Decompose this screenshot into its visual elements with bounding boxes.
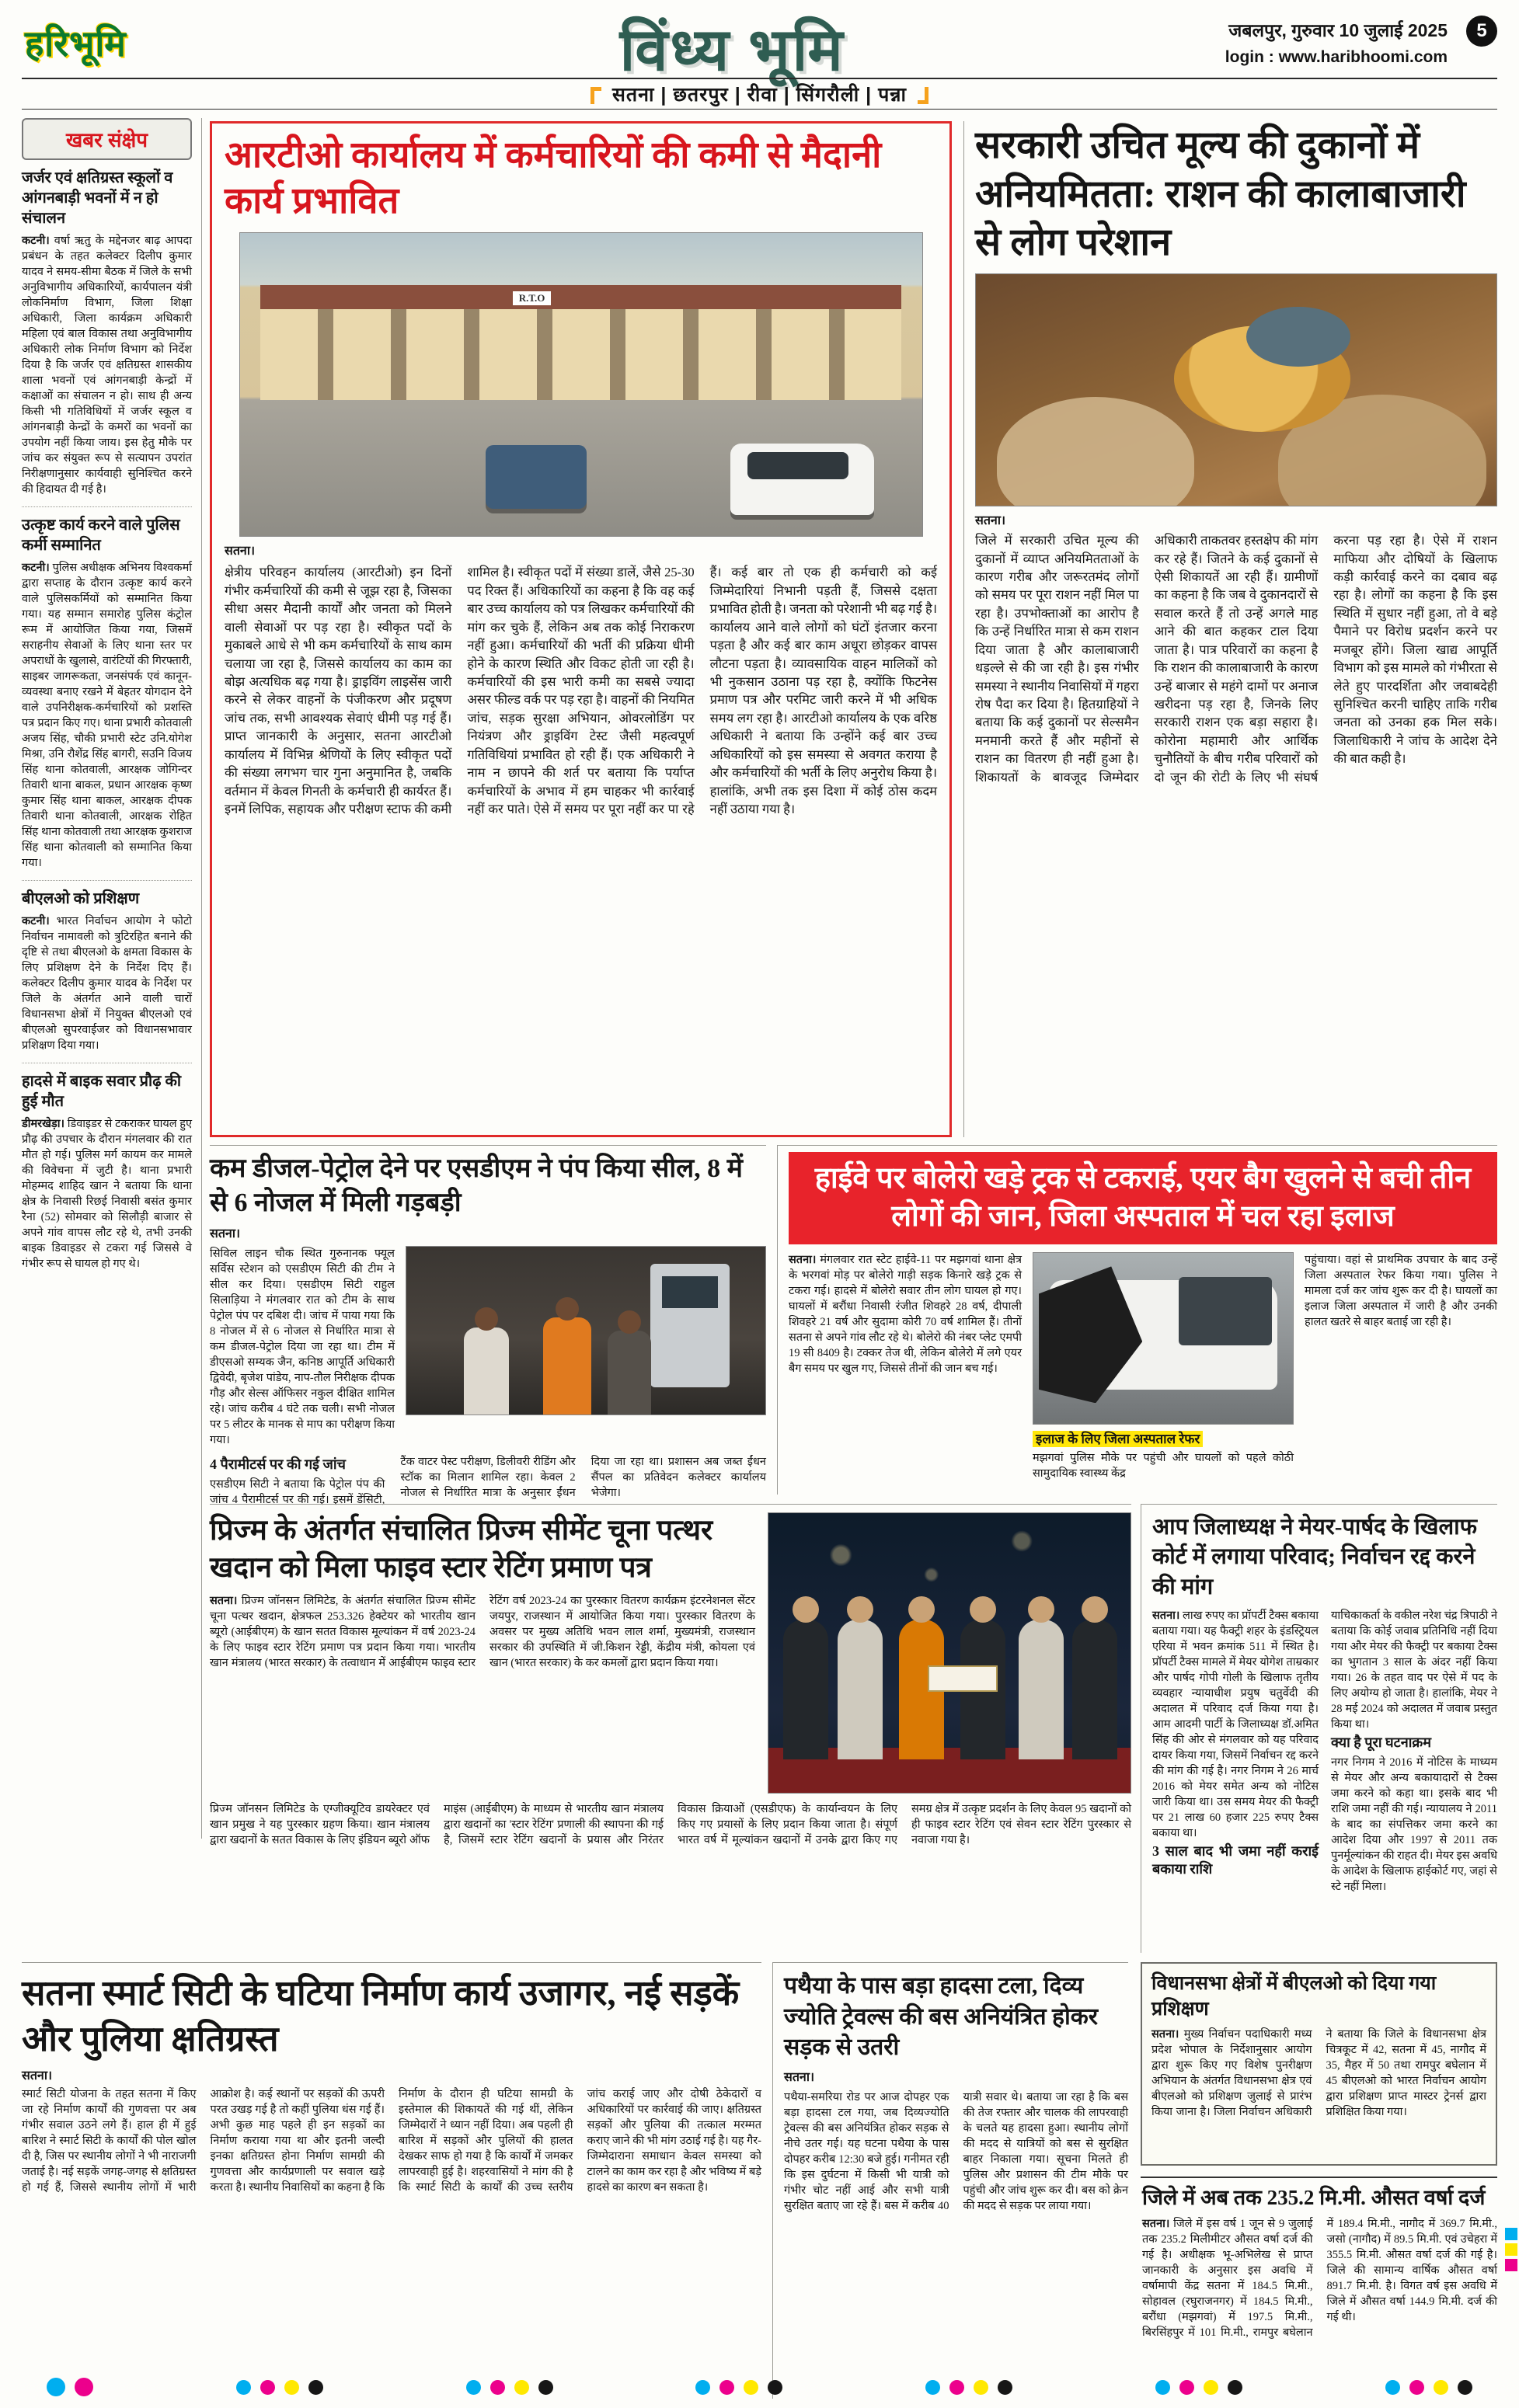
article-rainfall: [1141, 2177, 1497, 2399]
rto-sign-board: R.T.O: [513, 291, 552, 305]
registration-dot-magenta-icon: [1409, 2380, 1424, 2395]
registration-dot-black-icon: [998, 2380, 1012, 2395]
brief-headline: बीएलओ को प्रशिक्षण: [22, 890, 140, 907]
building-roof: [260, 285, 901, 309]
certificate-shape: [928, 1665, 998, 1692]
article-headline: विधानसभा क्षेत्रों में बीएलओ को दिया गया प्रशिक्षण: [1151, 1973, 1437, 2020]
article-headline: सरकारी उचित मूल्य की दुकानों में अनियमितता: राशन की कालाबाजारी से लोग परेशान: [975, 124, 1466, 264]
sub-body: नगर निगम ने 2016 में नोटिस के माध्यम से मेयर और अन्य बकायादारों से टैक्स जमा करने को कहा था। इसके बाद भी राशि जमा नहीं की गई। न्यायालय ने 2011 के बाद का संपत्तिकर जमा करने का आदेश दिया और 1997 से 2011 तक पुनर्मूल्यांकन की राहत दी। मेयर इस अवधि के आदेश के खिलाफ हाईकोर्ट गए, जहां से स्टे नहीं मिला।: [1331, 1756, 1497, 1894]
article-blo-training: [1141, 1962, 1497, 2166]
registration-dot-yellow-icon: [284, 2380, 299, 2395]
header-right: [1225, 17, 1448, 67]
rto-building-photo: [239, 232, 923, 537]
article-petrol-pump: [210, 1145, 766, 1507]
article-bolero-crash: [777, 1145, 1497, 1495]
article-dateline: सतना।: [1142, 2218, 1170, 2231]
registration-dot-yellow-icon: [514, 2380, 529, 2395]
vehicle-window-shape: [1179, 1277, 1272, 1345]
bracket-left-icon: [591, 87, 601, 104]
article-rto: [210, 121, 952, 1137]
registration-dot-magenta-icon: [719, 2380, 734, 2395]
article-headline: पथैया के पास बड़ा हादसा टला, दिव्य ज्योति ट्रेवल्स की बस अनियंत्रित होकर सड़क से उतरी: [784, 1973, 1099, 2061]
page-content: [22, 118, 1497, 2371]
swatch-magenta-icon: [1505, 2259, 1517, 2271]
article-headline: आरटीओ कार्यालय में कर्मचारियों की कमी से मैदानी कार्य प्रभावित: [225, 135, 882, 222]
registration-dot-magenta-icon: [75, 2378, 93, 2396]
article-dateline: सतना।: [1151, 2028, 1179, 2041]
masthead-header: [22, 8, 1497, 83]
registration-dot-cyan-icon: [1385, 2380, 1400, 2395]
article-dateline: सतना।: [210, 1595, 238, 1608]
sub-headline: 3 साल बाद भी जमा नहीं कराई बकाया राशि: [1152, 1843, 1319, 1877]
red-banner-headline: हाईवे पर बोलेरो खड़े ट्रक से टकराई, एयर बैग खुलने से बची तीन लोगों की जान, जिला अस्पताल में चल रहा इलाज: [789, 1152, 1497, 1244]
article-court-case: [1141, 1504, 1497, 1953]
registration-group: [925, 2380, 1012, 2395]
sub-headline: 4 पैरामीटर्स पर की गई जांच: [210, 1456, 346, 1473]
brief-headline: जर्जर एवं क्षतिग्रस्त स्कूलों व आंगनबाड़ी भवनों में न हो संचालन: [22, 169, 173, 227]
tractor-shape: [486, 445, 587, 509]
brief-item: [22, 168, 192, 507]
article-headline: प्रिज्म के अंतर्गत संचालित प्रिज्म सीमेंट चूना पत्थर खदान को मिला फाइव स्टार रेटिंग प्रमाण पत्र: [210, 1515, 713, 1585]
article-body-continued: प्रिज्म जॉनसन लिमिटेड के एग्जीक्यूटिव डायरेक्टर एवं खान प्रमुख ने यह पुरस्कार ग्रहण किया। खान मंत्रालय द्वारा खदानों के सतत विकास के लिए इंडियन ब्यूरो ऑफ माइंस (आईबीएम) के माध्यम से भारतीय खान मंत्रालय द्वारा खदानों का 'स्टार रेटिंग' प्रणाली की स्थापना की गई है, जिसमें स्टार रेटिंग खदानों के प्रयास और निरंतर विकास क्रियाओं (एसडीएफ) के कार्यान्वयन के लिए किए गए प्रयासों के लिए प्रदान किया जाता है। संपूर्ण भारत वर्ष में मूल्यांकन खदानों में उनके द्वारा किए गए समग्र क्षेत्र में उत्कृष्ट प्रदर्शन के लिए केवल 95 खदानों को ही फाइव स्टार रेटिंग एवं सेवन स्टार रेटिंग पुरस्कार से नवाजा गया है।: [210, 1803, 1131, 1846]
registration-dot-cyan-icon: [925, 2380, 940, 2395]
article-dateline: सतना।: [225, 545, 256, 559]
article-dateline: सतना।: [789, 1253, 817, 1266]
crashed-bolero-photo: [1033, 1252, 1294, 1425]
white-suv-shape: [730, 444, 874, 515]
photo-caption-highlight: इलाज के लिए जिला अस्पताल रेफर: [1033, 1431, 1203, 1447]
petrol-pump-inspection-photo: [406, 1246, 766, 1415]
brief-body: पुलिस अधीक्षक अभिनय विश्वकर्मा द्वारा सप्ताह के दौरान उत्कृष्ट कार्य करने वाले पुलिसकर्मियों को सम्मानित किया गया। यह सम्मान समारोह पुलिस कंट्रोल रूम में आयोजित किया गया, जिसमें सराहनीय सेवाओं के लिए थाना स्तर पर अपराधों के खुलासे, वारंटियों की गिरफ्तारी, साइबर जागरूकता, जनसंपर्क एवं कानून-व्यवस्था बनाए रखने में बेहतर योगदान देने वाले उपनिरीक्षक-कर्मचारियों को प्रशस्ति पत्र प्रदान किए गए। थाना प्रभारी कोतवाली अजय सिंह, चौकी प्रभारी स्टेट उनि.योगेश मिश्रा, उनि रौशेंद्र सिंह बागरी, सउनि विजय सिंह थाना कोतवाली, आरक्षक जोगिन्दर तिवारी थाना बाकल, प्रधान आरक्षक कृष्ण कुमार सिंह थाना बाकल, आरक्षक दीपक तिवारी थाना कोतवाली, आरक्षक रोहित सिंह थाना कोतवाली तथा आरक्षक कुशराज सिंह थाना कोतवाली को सम्मानित किया गया।: [22, 562, 192, 869]
sub-body: एसडीएम सिटी ने बताया कि पेट्रोल पंप की जांच 4 पैरामीटर्स पर की गई। इसमें डेंसिटी, टैंक वाटर पेस्ट परीक्षण, डिलीवरी रीडिंग और स्टॉक का मिलान शामिल रहा। केवल 2 नोजल से निर्धारित मात्रा के अनुसार ईंधन दिया जा रहा था। प्रशासन अब जब्त ईंधन सैंपल का प्रतिवेदन कलेक्टर कार्यालय भेजेगा।: [210, 1456, 766, 1507]
brief-dateline: डीमरखेड़ा।: [22, 1118, 64, 1130]
article-body: प्रिज्म जॉनसन लिमिटेड, के अंतर्गत संचालित प्रिज्म सीमेंट चूना पत्थर खदान, क्षेत्रफल 253.326 हेक्टेयर को भारतीय खान ब्यूरो (आईबीएम) के खान सतत विकास मूल्यांकन में वर्ष 2023-24 के लिए फाइव स्टार रेटिंग प्रमाण पत्र प्रदान किया गया। भारतीय खान मंत्रालय (भारत सरकार) के तत्वाधान में आईबीएम फाइव स्टार रेटिंग वर्ष 2023-24 का पुरस्कार वितरण कार्यक्रम इंटरनेशनल सेंटर जयपुर, राजस्थान में आयोजित किया गया। पुरस्कार वितरण के अवसर पर मुख्य अतिथि भवन लाल शर्मा, मुख्यमंत्री, राजस्थान सरकार की उपस्थिति में जी.किशन रेड्डी, केंद्रीय मंत्री, कोयला एवं खान (भारत सरकार) के कर कमलों द्वारा प्रदान किया गया।: [210, 1595, 755, 1670]
article-body: मुख्य निर्वाचन पदाधिकारी मध्य प्रदेश भोपाल के निर्देशानुसार आयोग द्वारा शुरू किए गए विशेष पुनरीक्षण अभियान के अंतर्गत विधानसभा क्षेत्र एवं बीएलओ को प्रशिक्षण जुलाई से प्रारंभ किया जाना है। जिला निर्वाचन अधिकारी ने बताया कि जिले के विधानसभा क्षेत्र चित्रकूट में 42, सतना में 45, नागौद में 35, मैहर में 50 तथा रामपुर बघेलान में 45 बीएलओ को भारत निर्वाचन आयोग द्वारा प्रशिक्षण प्राप्त मास्टर ट्रेनर्स द्वारा प्रशिक्षित किया गया।: [1151, 2028, 1486, 2118]
article-headline: जिले में अब तक 235.2 मि.मी. औसत वर्षा दर्ज: [1142, 2186, 1486, 2209]
registration-dot-magenta-icon: [949, 2380, 964, 2395]
article-dateline: सतना।: [22, 2069, 53, 2083]
brief-item: [22, 1071, 192, 1281]
brief-body: डिवाइडर से टकराकर घायल हुए प्रौढ़ की उपचार के दौरान मंगलवार की रात मौत हो गई। पुलिस मर्ग कायम कर मामले की विवेचना में जुटी है। थाना प्रभारी मोहम्मद शाहिद खान ने बताया कि थाना क्षेत्र के निवासी रिछई निवासी बसंत कुमार रैना (52) सोमवार को सिलौड़ी बाजार से अपने गांव वापस लौट रहे थे, तभी उनकी बाइक डिवाइडर से टकरा गई जिससे वे गंभीर रूप से घायल हो गए थे।: [22, 1118, 192, 1270]
registration-dot-cyan-icon: [47, 2378, 65, 2396]
article-dateline: सतना।: [1152, 1609, 1180, 1622]
brief-dateline: कटनी।: [22, 915, 50, 927]
edition-title: विंध्य भूमि: [619, 18, 845, 83]
article-body: क्षेत्रीय परिवहन कार्यालय (आरटीओ) इन दिनों गंभीर कर्मचारियों की कमी से जूझ रहा है, जिसका सीधा असर मैदानी कार्यों और जनता को मिलने वाली सेवाओं पर पड़ रहा है। स्वीकृत पदों के मुकाबले आधे से भी कम कर्मचारियों के साथ काम चलाया जा रहा है, जिससे कार्यालय का काम का बोझ अत्यधिक बढ़ गया है। ड्राइविंग लाइसेंस जारी करने से लेकर वाहनों के पंजीकरण और प्रदूषण जांच तक, सभी आवश्यक सेवाएं धीमी पड़ गई हैं। प्राप्त जानकारी के अनुसार, सतना आरटीओ कार्यालय में विभिन्न श्रेणियों के लिए स्वीकृत पदों की संख्या लगभग चार गुना अनुमानित है, जबकि वर्तमान में केवल गिनती के कर्मचारी ही कार्यरत हैं। इनमें लिपिक, सहायक और परीक्षण स्टाफ की कमी शामिल है। स्वीकृत पदों में संख्या डालें, जैसे 25-30 पद रिक्त हैं। अधिकारियों का कहना है कि वह कई बार उच्च कार्यालय को पत्र लिखकर कर्मचारियों की मांग कर चुके हैं, लेकिन अब तक कोई निराकरण नहीं हुआ। कर्मचारियों की भर्ती की प्रक्रिया धीमी होने के कारण स्थिति और विकट होती जा रही है। कर्मचारियों की इस भारी कमी का सबसे ज्यादा असर फील्ड वर्क पर पड़ रहा है। वाहनों की नियमित जांच, सड़क सुरक्षा अभियान, ओवरलोडिंग पर नियंत्रण और ड्राइविंग टेस्ट जैसी महत्वपूर्ण गतिविधियां प्रभावित हो रही हैं। एक अधिकारी ने नाम न छापने की शर्त पर बताया कि पर्याप्त कर्मचारियों के अभाव में हम चाहकर भी कार्रवाई नहीं कर पाते। ऐसे में समय पर पूरा नहीं कर पा रहे हैं। कई बार तो एक ही कर्मचारी को कई जिम्मेदारियां निभानी पड़ती हैं, जिससे दक्षता प्रभावित होती है। जनता को परेशानी भी बढ़ गई है। कार्यालय आने वाले लोगों को घंटों इंतजार करना पड़ता है और कई बार काम अधूरा छोड़कर वापस लौटना पड़ता है। व्यावसायिक वाहन मालिकों को भी नुकसान उठाना पड़ रहा है, क्योंकि फिटनेस प्रमाण पत्र और परमिट जारी करने में भी अधिक समय लग रहा है। आरटीओ कार्यालय के एक वरिष्ठ अधिकारी ने बताया कि उन्होंने कई बार उच्च अधिकारियों को इस समस्या से अवगत कराया है और कर्मचारियों की भर्ती के लिए अनुरोध किया है। हालांकि, अभी तक इस दिशा में कोई ठोस कदम नहीं उठाया गया है।: [225, 565, 937, 816]
sub-body: याचिकाकर्ता के वकील नरेश चंद्र त्रिपाठी ने बताया कि कोई जवाब प्रतिनिधि नहीं दिया गया और मेयर की फैक्ट्री पर बकाया टैक्स का भुगतान 3 साल के अंदर नहीं किया गया। 26 के तहत वाद पर ऐसे में पद के लिए अयोग्य हो जाता है। हालांकि, मेयर ने 28 मई 2024 को अदालत में जवाब प्रस्तुत किया था।: [1331, 1609, 1497, 1731]
print-registration-marks: [47, 2377, 1472, 2397]
registration-dot-magenta-icon: [260, 2380, 275, 2395]
cities-text: सतना | छतरपुर | रीवा | सिंगरौली | पन्ना: [611, 84, 908, 106]
registration-dot-yellow-icon: [1204, 2380, 1218, 2395]
person-shape: [608, 1331, 651, 1415]
person-shape: [1019, 1620, 1064, 1759]
fuel-dispenser-shape: [650, 1264, 730, 1388]
swatch-cyan-icon: [1505, 2228, 1517, 2240]
article-headline: आप जिलाध्यक्ष ने मेयर-पार्षद के खिलाफ कोर्ट में लगाया परिवाद; निर्वाचन रद्द करने की मांग: [1152, 1515, 1478, 1599]
registration-group: [1155, 2380, 1242, 2395]
brief-headline: उत्कृष्ट कार्य करने वाले पुलिस कर्मी सम्मानित: [22, 517, 180, 554]
article-body: पथैया-समरिया रोड पर आज दोपहर एक बड़ा हादसा टल गया, जब दिव्यज्योति ट्रेवल्स की बस अनियंत्रित होकर सड़क से नीचे उतर गई। यह घटना पथैया के पास दोपहर करीब 12:30 बजे हुई। गनीमत रही कि इस दुर्घटना में किसी भी यात्री को गंभीर चोट नहीं आई और सभी यात्री सुरक्षित बताए जा रहे हैं। बस में करीब 40 यात्री सवार थे। बताया जा रहा है कि बस की तेज रफ्तार और चालक की लापरवाही के चलते यह हादसा हुआ। स्थानीय लोगों की मदद से यात्रियों को बस से सुरक्षित बाहर निकाला गया। सूचना मिलते ही पुलिस और प्रशासन की टीम मौके पर पहुंची और जांच शुरू कर दी। बस को क्रेन की मदद से सड़क पर लाया गया।: [784, 2090, 1128, 2212]
sub-headline: क्या है पूरा घटनाक्रम: [1331, 1734, 1431, 1750]
photo-caption: मझगवां पुलिस मौके पर पहुंची और घायलों को पहले कोठी सामुदायिक स्वास्थ्य केंद्र: [1033, 1451, 1294, 1480]
registration-group: [236, 2380, 323, 2395]
article-body: जिले में इस वर्ष 1 जून से 9 जुलाई तक 235.2 मिलीमीटर औसत वर्षा दर्ज की गई है। अधीक्षक भू-अभिलेख से प्राप्त जानकारी के अनुसार इस अवधि में वर्षामापी केंद्र सतना में 184.5 मि.मी., सोहावल (रघुराजनगर) में 184.5 मि.मी., बरौंधा (मझगवां) में 197.5 मि.मी., बिरसिंहपुर में 101 मि.मी., रामपुर बघेलान में 189.4 मि.मी., नागौद में 369.7 मि.मी., जसो (नागौद) में 89.5 मि.मी. एवं उचेहरा में 355.5 मि.मी. औसत वर्षा दर्ज की गई है। जिले की सामान्य वार्षिक औसत वर्षा 891.7 मि.मी. है। विगत वर्ष इस अवधि में जिले में औसत वर्षा 144.9 मि.मी. दर्ज की गई थी।: [1142, 2218, 1497, 2340]
article-body: मंगलवार रात स्टेट हाईवे-11 पर मझगवां थाना क्षेत्र के भरगवां मोड़ पर बोलेरो गाड़ी सड़क किनारे खड़े ट्रक से टकरा गई। हादसे में बोलेरो सवार तीन लोग घायल हो गए। घायलों में बरौंधा निवासी रंजीत शिवहरे 28 वर्ष, दीपाली शिवहरे 21 वर्ष और सुदामा कोरी 70 वर्ष शामिल हैं। तीनों सतना से अपने गांव लौट रहे थे। बोलेरो की नंबर प्लेट एमपी 19 सी 8409 है। टक्कर तेज थी, लेकिन बोलेरो में लगे एयर बैग समय पर खुल गए, जिससे तीनों की जान बच गई।: [789, 1253, 1022, 1375]
building-facade: [260, 309, 901, 400]
brief-body: भारत निर्वाचन आयोग ने फोटो निर्वाचन नामावली को त्रुटिरहित बनाने की दृष्टि से तथा बीएलओ के क्षमता विकास के लिए प्रशिक्षण देने के निर्देश दिए हैं। कलेक्टर दिलीप कुमार यादव के निर्देश पर जिले के अंतर्गत आने वाली चारों विधानसभा क्षेत्रों में नियुक्त बीएलओ एवं बीएलओ सुपरवाईजर को विधानसभावार प्रशिक्षण दिया गया।: [22, 915, 193, 1052]
article-dateline: सतना।: [975, 514, 1006, 528]
brief-body: वर्षा ऋतु के मद्देनजर बाढ़ आपदा प्रबंधन के तहत कलेक्टर दिलीप कुमार यादव ने समय-सीमा बैठक में जिले के सभी अनुविभागीय अधिकारियों, कार्यपालन यंत्री लोकनिर्माण विभाग, जिला शिक्षा अधिकारी, जिला कार्यक्रम अधिकारी महिला एवं बाल विकास तथा अनुविभागीय अधिकारी लोक निर्माण विभाग को निर्देश दिया है कि जर्जर एवं क्षतिग्रस्त शासकीय शाला भवनों एवं आंगनबाड़ी केन्द्रों में कक्षाओं का संचालन न हो। साथ ही अन्य किसी भी गतिविधियों में जर्जर स्कूल व आंगनबाड़ी केन्द्रों के कमरों का भवनों का उपयोग नहीं किया जाय। इस हेतु मौके पर जांच कर संयुक्त रूप से सत्यापन उपरांत निरीक्षणानुसार कार्यवाही सुनिश्चित करने की हिदायत दी गई है।: [22, 235, 192, 496]
person-shape: [464, 1328, 509, 1415]
registration-group: [695, 2380, 782, 2395]
haribhoomi-logo: हरिभूमि: [25, 23, 127, 64]
registration-dot-cyan-icon: [1155, 2380, 1170, 2395]
grain-sack: [997, 397, 1195, 506]
article-body-continued: पहुंचाया। वहां से प्राथमिक उपचार के बाद उन्हें जिला अस्पताल रेफर किया गया। पुलिस ने मामला दर्ज कर जांच शुरू कर दी है। घायलों का इलाज जिला अस्पताल में जारी है और उनकी हालत खतरे से बाहर बताई जा रही है।: [1305, 1253, 1497, 1328]
registration-dot-cyan-icon: [695, 2380, 710, 2395]
registration-dot-cyan-icon: [466, 2380, 481, 2395]
article-ration: [963, 121, 1497, 1137]
article-dateline: सतना।: [784, 2070, 815, 2084]
date-line: जबलपुर, गुरुवार 10 जुलाई 2025: [1228, 20, 1448, 40]
registration-dot-yellow-icon: [744, 2380, 758, 2395]
swatch-yellow-icon: [1505, 2243, 1517, 2256]
grain-bowl: [1246, 307, 1350, 367]
header-divider: [22, 78, 1497, 79]
registration-group: [466, 2380, 553, 2395]
ration-grain-photo: [975, 273, 1497, 506]
person-shape: [1072, 1620, 1117, 1759]
brief-dateline: कटनी।: [22, 235, 50, 247]
article-body: सिविल लाइन चौक स्थित गुरुनानक फ्यूल सर्विस स्टेशन को एसडीएम सिटी की टीम ने सील कर दिया। एसडीएम सिटी राहुल सिलाड़िया ने मंगलवार रात को टीम के साथ पेट्रोल पंप पर दबिश दी। जांच में पाया गया कि 8 नोजल में से 6 नोजल से निर्धारित मात्रा से कम डीजल-पेट्रोल दिया जा रहा था। टीम में डीएसओ सम्यक जैन, कनिष्ठ आपूर्ति अधिकारी द्विवेदी, बृजेश पांडेय, नाप-तौल निरीक्षक दीपक गौड़ और सेल्स ऑफिसर नकुल दीक्षित शामिल रहे। जांच करीब 4 घंटे तक चली। सभी नोजल पर 5 लीटर के मानक से माप का परीक्षण किया गया।: [210, 1247, 395, 1447]
registration-dot-yellow-icon: [974, 2380, 988, 2395]
article-dateline: सतना।: [210, 1227, 241, 1241]
brief-item: [22, 515, 192, 881]
registration-dot-yellow-icon: [1434, 2380, 1448, 2395]
article-bus-accident: [772, 1962, 1128, 2399]
brief-dateline: कटनी।: [22, 562, 50, 574]
print-edge-swatches: [1505, 2228, 1517, 2271]
article-body: लाख रुपए का प्रॉपर्टी टैक्स बकाया बताया गया। यह फैक्ट्री शहर के इंडस्ट्रियल एरिया में भवन क्रमांक 511 में स्थित है। प्रॉपर्टी टैक्स मामले में मेयर योगेश ताम्रकार और पार्षद गोपी गोली के खिलाफ तृतीय व्यवहार न्यायाधीश प्रयुष चतुर्वेदी की अदालत में परिवाद दर्ज किया गया है। आम आदमी पार्टी के जिलाध्यक्ष डॉ.अमित सिंह की ओर से मंगलवार को यह परिवाद दायर किया गया, जिसमें निर्वाचन रद्द करने की मांग की गई है। नगर निगम ने 26 मार्च 2016 को मेयर समेत अन्य को नोटिस जारी किया था। उस समय मेयर की फैक्ट्री पर 21 लाख 60 हजार 225 रुपए टैक्स बकाया था।: [1152, 1609, 1319, 1839]
website-login-text: login : www.haribhoomi.com: [1225, 48, 1448, 66]
article-body: स्मार्ट सिटी योजना के तहत सतना में किए जा रहे निर्माण कार्यों की गुणवत्ता पर अब गंभीर सवाल उठने लगे हैं। हाल ही में हुई बारिश ने स्मार्ट सिटी के कार्यों की पोल खोल दी है, जिस पर स्थानीय लोगों ने भी नाराजगी जताई है। नई सड़कें जगह-जगह से क्षतिग्रस्त हो गई हैं, जिससे स्थानीय लोगों में भारी आक्रोश है। कई स्थानों पर सड़कों की ऊपरी परत उखड़ गई है तो कहीं पुलिया धंस गई हैं। अभी कुछ माह पहले ही इन सड़कों का निर्माण कराया गया था और इतनी जल्दी इनका क्षतिग्रस्त होना निर्माण सामग्री की गुणवत्ता और कार्यप्रणाली पर सवाल खड़े करता है। स्थानीय निवासियों का कहना है कि निर्माण के दौरान ही घटिया सामग्री के इस्तेमाल की शिकायतें की गई थीं, लेकिन जिम्मेदारों ने ध्यान नहीं दिया। अब पहली ही बारिश में सड़कों और पुलियों की हालत देखकर साफ हो गया है कि कार्यों में जमकर लापरवाही हुई है। शहरवासियों ने मांग की है कि स्मार्ट सिटी के कार्यों की उच्च स्तरीय जांच कराई जाए और दोषी ठेकेदारों व अधिकारियों पर कार्रवाई की जाए। क्षतिग्रस्त सड़कों और पुलिया की तत्काल मरम्मत कराए जाने की भी मांग उठाई गई है। यह गैर-जिम्मेदाराना समाधान केवल समस्या को टालने का काम कर रहा है और भविष्य में बड़े हादसे का कारण बन सकता है।: [22, 2088, 761, 2194]
person-shape: [838, 1620, 883, 1759]
article-body: जिले में सरकारी उचित मूल्य की दुकानों में व्याप्त अनियमितताओं के कारण गरीब और जरूरतमंद लोगों को समय पर पूरा राशन नहीं मिल पा रहा है। उपभोक्ताओं का आरोप है कि उन्हें निर्धारित मात्रा से कम राशन दिया जाता है और कालाबाजारी धड़ल्ले से की जा रही है। इस गंभीर समस्या ने स्थानीय निवासियों में गहरा रोष पैदा कर दिया है। हितग्राहियों ने बताया कि कई दुकानों पर सेल्समैन मनमानी करते हैं और महीनों से राशन का वितरण ही नहीं हुआ है। शिकायतों के बावजूद जिम्मेदार अधिकारी ताकतवर हस्तक्षेप की मांग कर रहे हैं। जितने के कई दुकानों से ऐसी शिकायतें आ रही हैं। ग्रामीणों का कहना है कि जब वे दुकानदारों से सवाल करते हैं तो उन्हें अगले माह आने की बात कहकर टाल दिया जाता है। पात्र परिवारों का कहना है कि राशन की कालाबाजारी के कारण उन्हें बाजार से महंगे दामों पर अनाज खरीदना पड़ रहा है, जिनके लिए सरकारी राशन एक बड़ा सहारा है। कोरोना महामारी और आर्थिक चुनौतियों के बीच गरीब परिवारों को दो जून की रोटी के लिए भी संघर्ष करना पड़ रहा है। ऐसे में राशन माफिया और दोषियों के खिलाफ कड़ी कार्रवाई करने का दबाव बढ़ रहा है। लोगों का कहना है कि इस स्थिति में सुधार नहीं हुआ, तो वे बड़े पैमाने पर विरोध प्रदर्शन करने पर मजबूर होंगे। जिला खाद्य आपूर्ति विभाग को इस मामले को गंभीरता से लेते हुए पारदर्शिता और जवाबदेही सुनिश्चित करनी चाहिए ताकि गरीब जनता को उनका हक मिल सके। जिलाधिकारी ने जांच के आदेश देने की बात कही है।: [975, 533, 1497, 785]
article-smart-city: [22, 1962, 761, 2399]
prism-award-ceremony-photo: [768, 1512, 1131, 1794]
page-number-badge: 5: [1466, 16, 1497, 47]
registration-dot-black-icon: [1228, 2380, 1242, 2395]
registration-dot-black-icon: [538, 2380, 553, 2395]
registration-group: [1385, 2380, 1472, 2395]
bracket-right-icon: [918, 87, 928, 104]
article-prism-cement: [210, 1504, 1131, 1953]
news-briefs-column: [22, 118, 202, 1839]
registration-dot-black-icon: [308, 2380, 323, 2395]
registration-dot-cyan-icon: [236, 2380, 251, 2395]
brief-item: [22, 889, 192, 1063]
registration-dot-black-icon: [768, 2380, 782, 2395]
person-shape: [543, 1317, 591, 1415]
registration-group: [47, 2378, 93, 2396]
article-headline: कम डीजल-पेट्रोल देने पर एसडीएम ने पंप किया सील, 8 में से 6 नोजल में मिली गड़बड़ी: [210, 1154, 744, 1217]
registration-dot-magenta-icon: [1179, 2380, 1194, 2395]
brief-headline: हादसे में बाइक सवार प्रौढ़ की हुई मौत: [22, 1073, 182, 1110]
cities-strip: [0, 81, 1519, 107]
article-headline: सतना स्मार्ट सिटी के घटिया निर्माण कार्य उजागर, नई सड़कें और पुलिया क्षतिग्रस्त: [22, 1974, 740, 2058]
registration-dot-magenta-icon: [490, 2380, 505, 2395]
person-shape: [783, 1620, 828, 1759]
cities-divider: [22, 109, 1497, 110]
briefs-header: खबर संक्षेप: [22, 118, 192, 160]
registration-dot-black-icon: [1458, 2380, 1472, 2395]
